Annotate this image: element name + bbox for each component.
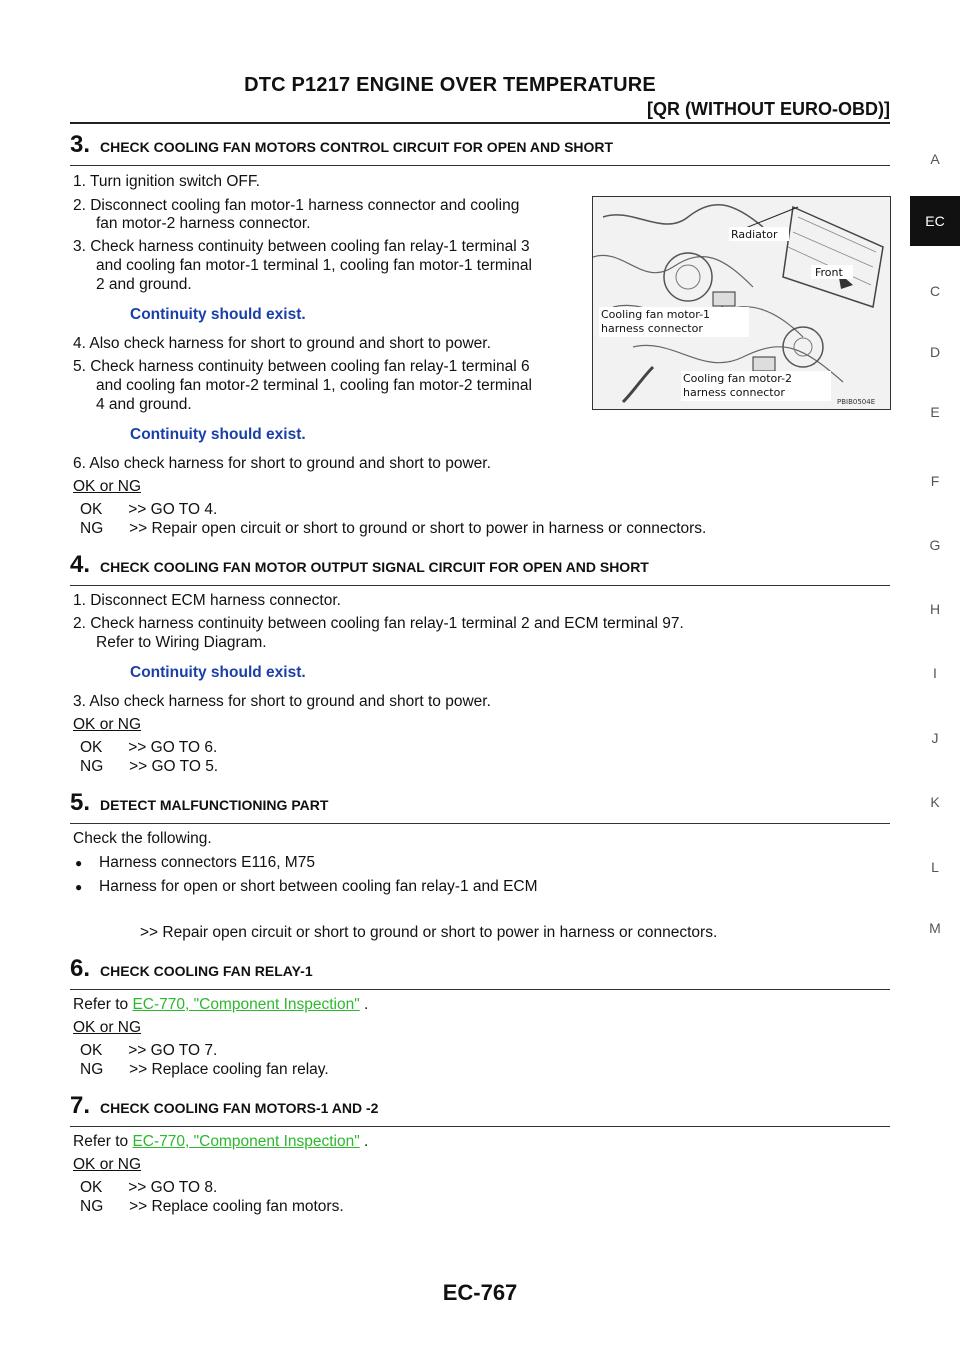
bullet-dot-icon: ● [75,856,83,870]
step-3-heading [70,131,890,166]
step4-item-1: 1. Disconnect ECM harness connector. [73,592,341,609]
side-tab-i[interactable]: I [933,665,937,681]
step-number: 3. [70,131,91,158]
page-number: EC-767 [442,1280,518,1305]
step3-item-1: 1. Turn ignition switch OFF. [73,173,260,190]
step-number: 6. [70,955,91,982]
step7-ok-or-ng: OK or NG [73,1156,142,1173]
page-subtitle: [QR (WITHOUT EURO-OBD)] [647,99,890,119]
step-number: 7. [70,1092,91,1119]
figure-label-front: Front [815,266,843,279]
step-title: CHECK COOLING FAN MOTORS CONTROL CIRCUIT FOR OPEN AND SHORT [100,139,614,155]
step6-refer: Refer to EC-770, "Component Inspection" . [73,996,369,1013]
side-tab-a[interactable]: A [930,151,940,167]
figure-label-motor2: Cooling fan motor-2 [683,372,793,385]
figure-code: PBIB0504E [837,398,876,406]
step4-item-3: 3. Also check harness for short to ground and short to power. [73,693,491,710]
component-inspection-link[interactable]: EC-770, "Component Inspection" [132,1133,360,1150]
side-tab-j[interactable]: J [931,730,939,746]
step4-item-2: 2. Check harness continuity between cooling fan relay-1 terminal 2 and ECM terminal 97. [73,615,684,632]
step4-ok-or-ng: OK or NG [73,716,142,733]
step3-item-6: 6. Also check harness for short to ground and short to power. [73,455,491,472]
figure-label-motor1-connector: harness connector [601,322,703,335]
step4-ok-result: OK >> GO TO 6. [80,739,218,756]
step6-ok-or-ng: OK or NG [73,1019,142,1036]
engine-bay-illustration [593,197,890,409]
step6-ok-result: OK >> GO TO 7. [80,1042,218,1059]
bullet-dot-icon: ● [75,880,83,894]
side-tab-g[interactable]: G [929,537,941,553]
step-title: DETECT MALFUNCTIONING PART [100,797,329,813]
step3-item-5: 5. Check harness continuity between cooling fan relay-1 terminal 6 [73,358,530,375]
side-tab-f[interactable]: F [930,473,940,489]
component-inspection-link[interactable]: EC-770, "Component Inspection" [132,996,360,1013]
step-4-heading [70,551,890,586]
step3-item-4: 4. Also check harness for short to ground and short to power. [73,335,491,352]
step3-ok-or-ng: OK or NG [73,478,142,495]
step7-ok-result: OK >> GO TO 8. [80,1179,218,1196]
step5-bullet-1: ● Harness connectors E116, M75 [75,854,315,871]
step-title: CHECK COOLING FAN MOTORS-1 AND -2 [100,1100,379,1116]
step-title: CHECK COOLING FAN RELAY-1 [100,963,313,979]
side-tab-d[interactable]: D [929,344,941,360]
figure-label-radiator: Radiator [731,228,778,241]
step3-item-2-cont: fan motor-2 harness connector. [96,215,311,232]
side-tab-ec[interactable]: EC [910,196,960,246]
step-7-heading [70,1092,890,1127]
step-5-heading [70,789,890,824]
step3-item-5-cont2: 4 and ground. [96,396,192,413]
step4-ng-result: NG >> GO TO 5. [80,758,219,775]
step4-item-2-cont: Refer to Wiring Diagram. [96,634,267,651]
step3-ng-result: NG >> Repair open circuit or short to ground or short to power in harness or connectors. [80,520,707,537]
step3-item-2: 2. Disconnect cooling fan motor-1 harness connector and cooling [73,197,520,214]
side-tab-m[interactable]: M [929,920,941,936]
step-6-heading [70,955,890,990]
step3-item-3-cont2: 2 and ground. [96,276,192,293]
header-divider [70,122,890,124]
step-number: 5. [70,789,91,816]
step5-action: >> Repair open circuit or short to ground or short to power in harness or connectors. [140,924,718,941]
step3-item-3: 3. Check harness continuity between cooling fan relay-1 terminal 3 [73,238,530,255]
step5-intro: Check the following. [73,830,212,847]
side-tab-l[interactable]: L [931,859,939,875]
side-tab-k[interactable]: K [930,794,940,810]
step4-note: Continuity should exist. [130,664,306,681]
figure-label-motor1: Cooling fan motor-1 [601,308,711,321]
step5-bullet-2: ● Harness for open or short between cooling fan relay-1 and ECM [75,878,538,895]
step-title: CHECK COOLING FAN MOTOR OUTPUT SIGNAL CIRCUIT FOR OPEN AND SHORT [100,559,649,575]
side-tab-e[interactable]: E [930,404,940,420]
step3-item-3-cont: and cooling fan motor-1 terminal 1, cooling fan motor-1 terminal [96,257,532,274]
step7-refer: Refer to EC-770, "Component Inspection" . [73,1133,369,1150]
step7-ng-result: NG >> Replace cooling fan motors. [80,1198,344,1215]
figure-label-motor2-connector: harness connector [683,386,785,399]
step6-ng-result: NG >> Replace cooling fan relay. [80,1061,329,1078]
step3-ok-result: OK >> GO TO 4. [80,501,218,518]
step3-note-2: Continuity should exist. [130,426,306,443]
step3-item-5-cont: and cooling fan motor-2 terminal 1, cooling fan motor-2 terminal [96,377,532,394]
step-number: 4. [70,551,91,578]
step3-note-1: Continuity should exist. [130,306,306,323]
side-tab-h[interactable]: H [929,601,941,617]
side-tab-c[interactable]: C [929,283,941,299]
page-title: DTC P1217 ENGINE OVER TEMPERATURE [244,74,656,96]
connector-location-figure [592,196,891,410]
